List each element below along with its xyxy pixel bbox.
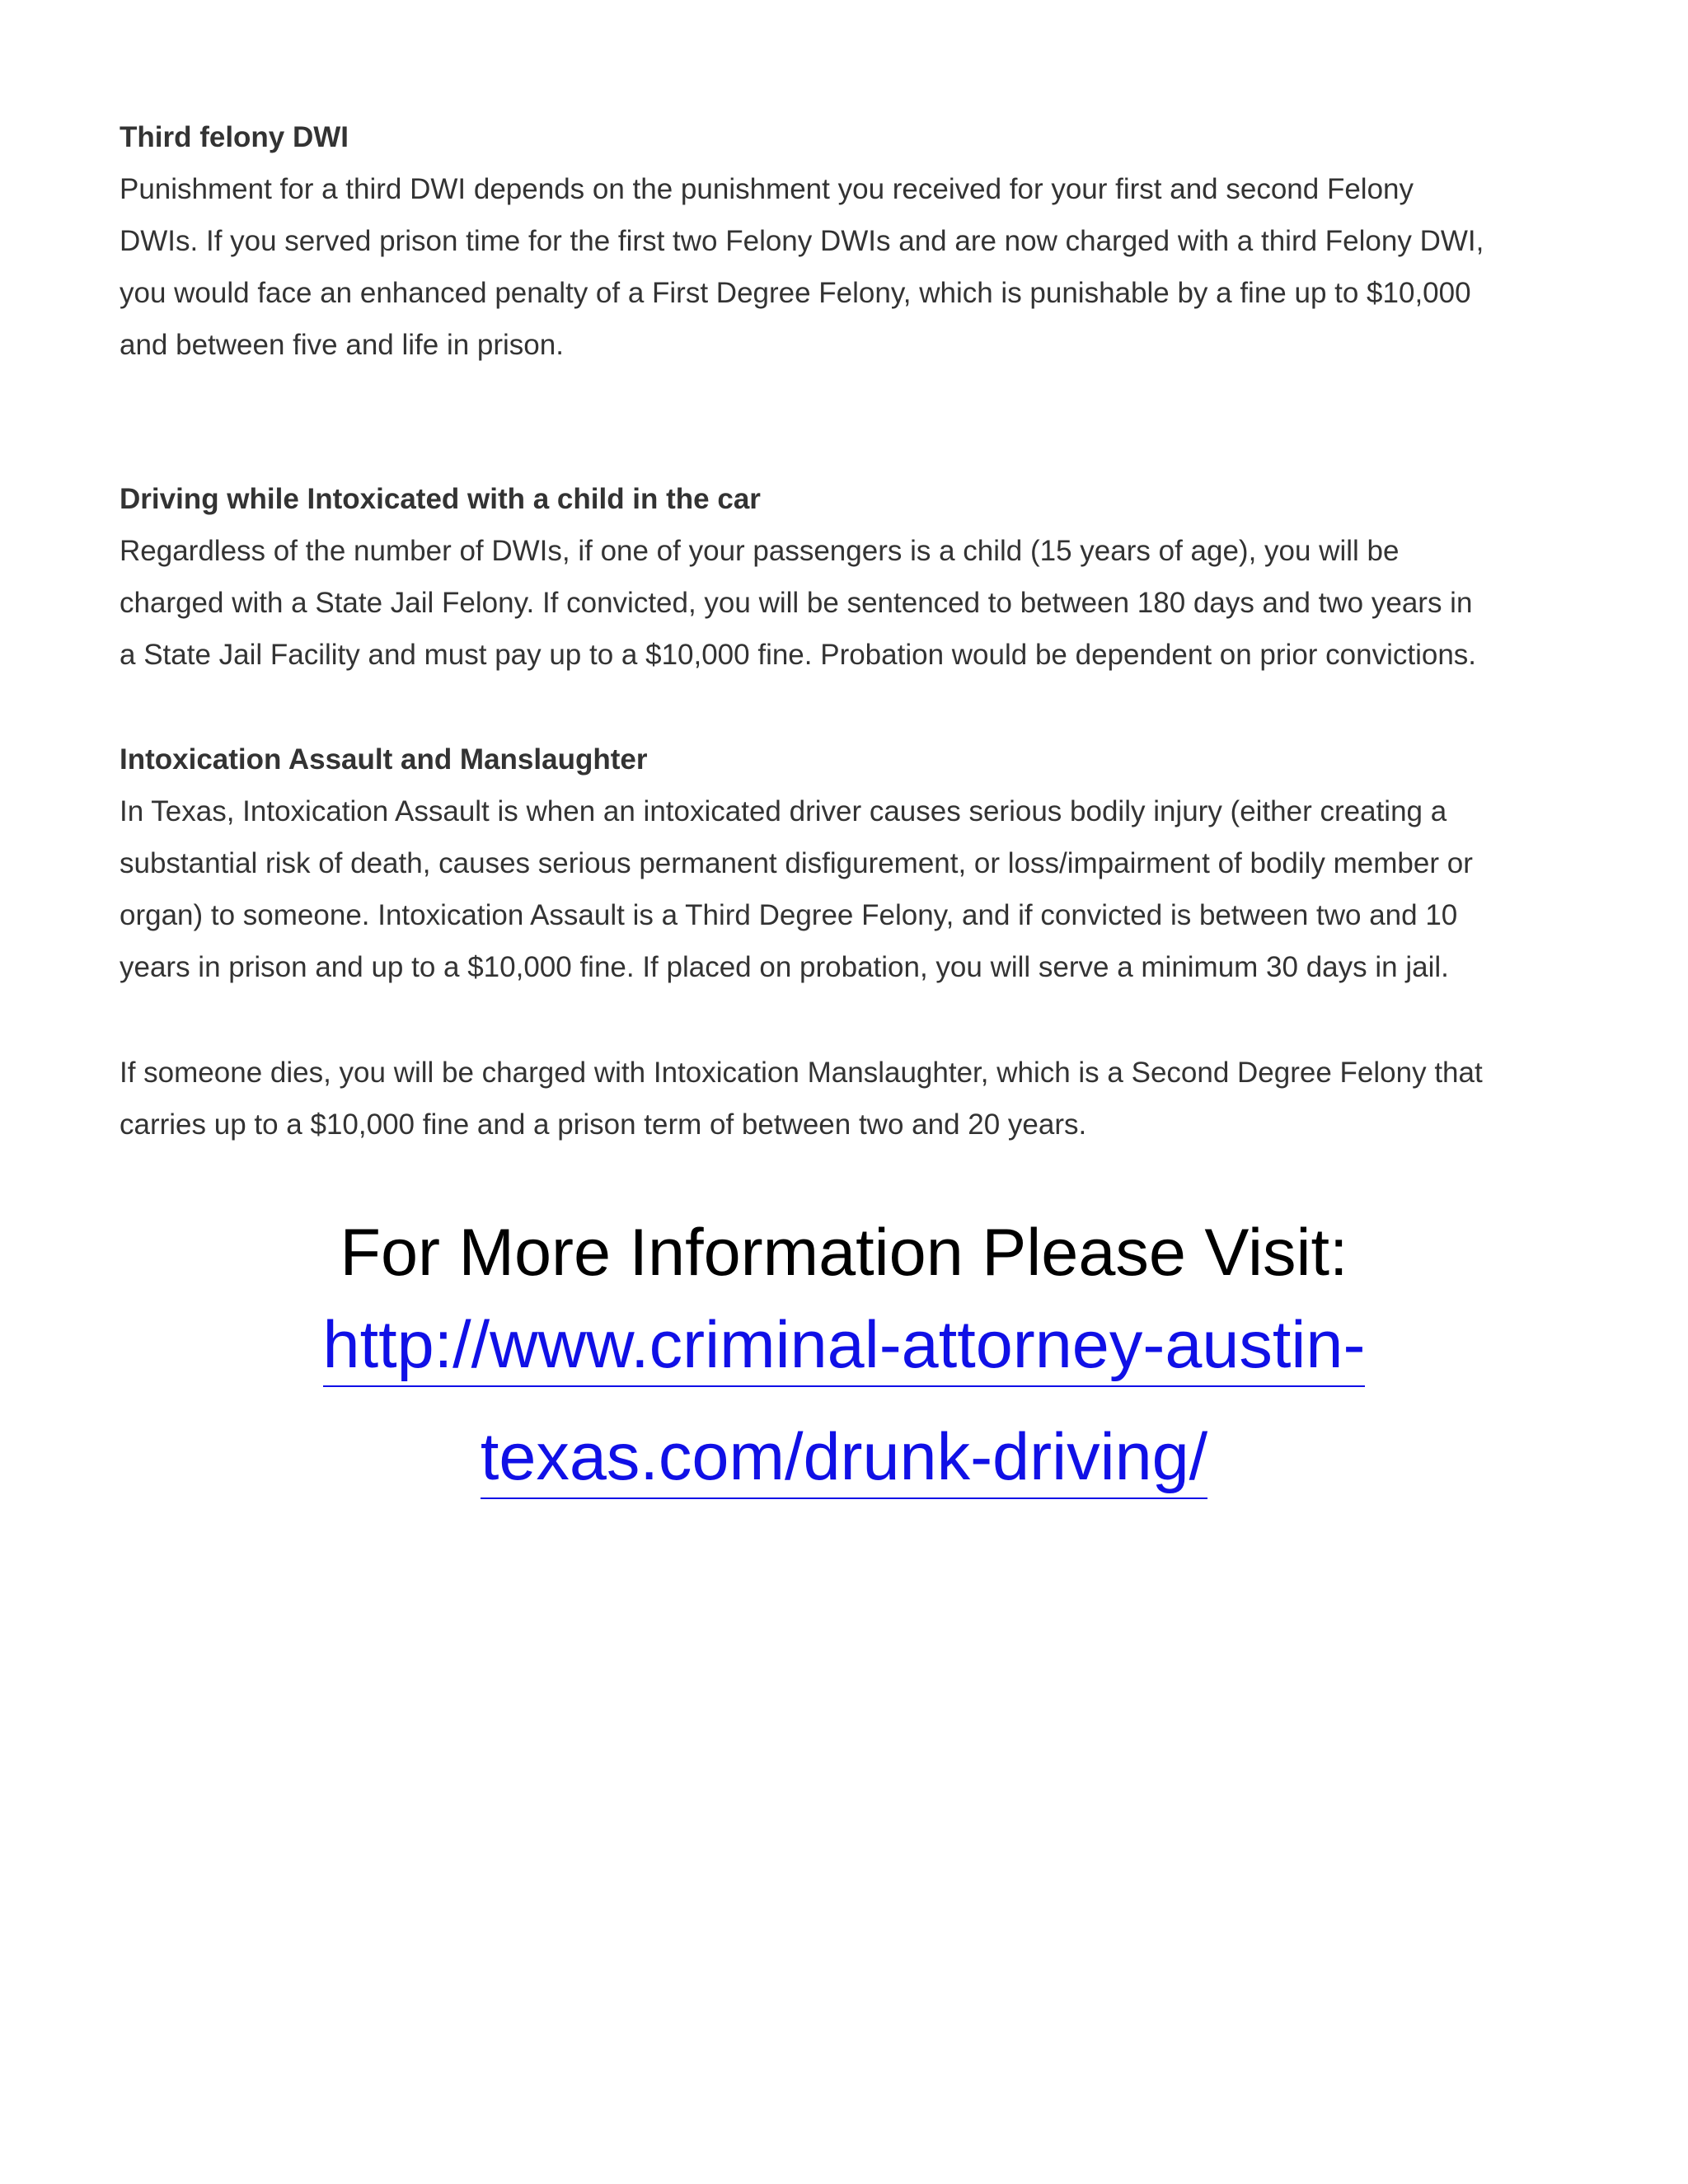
paragraph-line: years in prison and up to a $10,000 fine. If placed on probation, you will serve a minimum 30 days in jail. xyxy=(120,951,1449,983)
paragraph-line: In Texas, Intoxication Assault is when an intoxicated driver causes serious bodily injury (either creating a xyxy=(120,795,1447,827)
section-heading: Driving while Intoxicated with a child in the car xyxy=(120,483,761,515)
section-third-felony-dwi xyxy=(120,111,1570,371)
paragraph-line: a State Jail Facility and must pay up to a $10,000 fine. Probation would be dependent on prior convictions. xyxy=(120,639,1477,671)
section-paragraph xyxy=(120,785,1570,993)
section-paragraph xyxy=(120,525,1570,681)
section-heading: Third felony DWI xyxy=(120,121,349,153)
website-link-line-1[interactable] xyxy=(0,1304,1688,1386)
section-paragraph xyxy=(120,1047,1570,1151)
paragraph-line: DWIs. If you served prison time for the first two Felony DWIs and are now charged with a third Felony DWI, xyxy=(120,225,1484,257)
section-intoxication-assault xyxy=(120,733,1570,993)
section-dwi-child xyxy=(120,473,1570,681)
section-manslaughter xyxy=(120,1047,1570,1151)
section-paragraph xyxy=(120,163,1570,371)
paragraph-line: organ) to someone. Intoxication Assault is a Third Degree Felony, and if convicted is between two and 10 xyxy=(120,899,1458,931)
paragraph-line: you would face an enhanced penalty of a First Degree Felony, which is punishable by a fine up to $10,000 xyxy=(120,277,1471,309)
website-link-text[interactable]: http://www.criminal-attorney-austin- xyxy=(323,1308,1366,1387)
paragraph-line: If someone dies, you will be charged with Intoxication Manslaughter, which is a Second Degree Felony that xyxy=(120,1057,1483,1089)
paragraph-line: Regardless of the number of DWIs, if one of your passengers is a child (15 years of age), you will be xyxy=(120,535,1400,567)
cta-title: For More Information Please Visit: xyxy=(340,1216,1348,1290)
paragraph-line: charged with a State Jail Felony. If convicted, you will be sentenced to between 180 days and two years in xyxy=(120,587,1473,619)
paragraph-line: and between five and life in prison. xyxy=(120,329,564,361)
website-link-text[interactable]: texas.com/drunk-driving/ xyxy=(481,1420,1207,1499)
paragraph-line: substantial risk of death, causes serious permanent disfigurement, or loss/impairment of bodily member or xyxy=(120,847,1473,879)
paragraph-line: carries up to a $10,000 fine and a prison term of between two and 20 years. xyxy=(120,1108,1087,1141)
paragraph-line: Punishment for a third DWI depends on the punishment you received for your first and second Felony xyxy=(120,173,1414,205)
website-link-line-2[interactable] xyxy=(0,1416,1688,1498)
section-heading: Intoxication Assault and Manslaughter xyxy=(120,743,648,776)
